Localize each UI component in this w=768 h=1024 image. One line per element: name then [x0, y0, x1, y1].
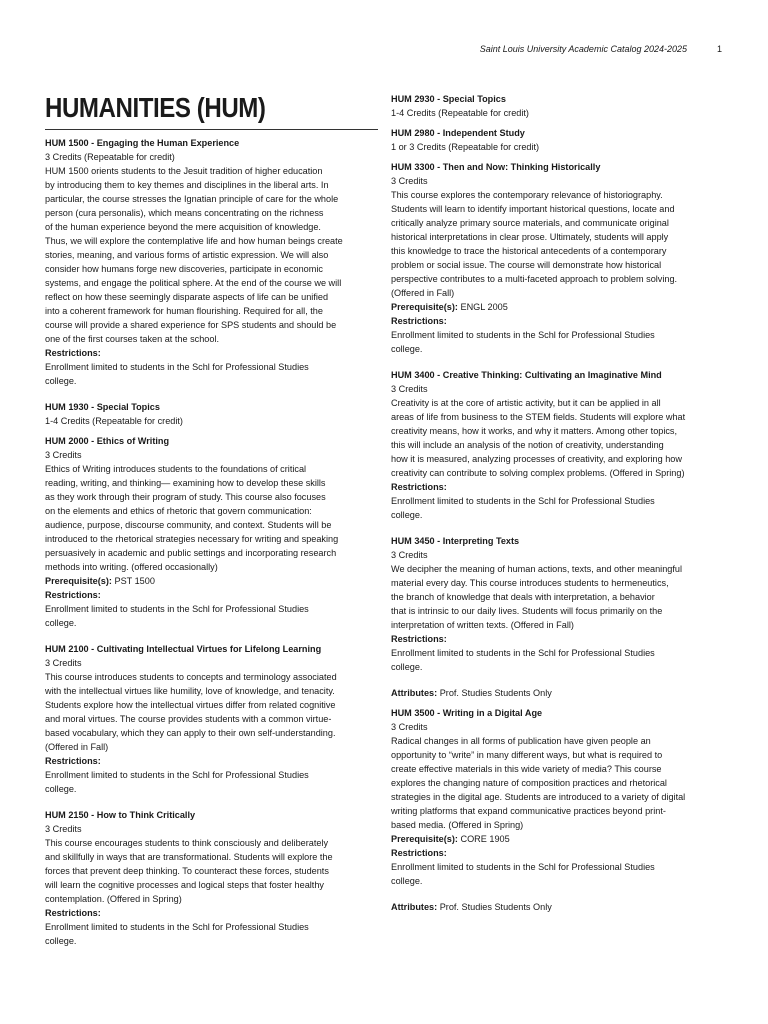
attributes-value: Prof. Studies Students Only: [439, 902, 552, 912]
course-credits: 1-4 Credits (Repeatable for credit): [391, 108, 529, 118]
left-column: [45, 92, 378, 948]
description-line: (Offered in Fall): [391, 288, 455, 298]
course-credits: 3 Credits: [391, 176, 428, 186]
description-line: by introducing them to key themes and disciplines in the liberal arts. In: [45, 180, 329, 190]
restrictions-label: Restrictions:: [45, 348, 101, 358]
course-entry: [391, 534, 726, 700]
description-line: systems, and engage the political sphere. At the end of the course we will: [45, 278, 342, 288]
restrictions-text: Enrollment limited to students in the Schl for Professional Studies: [45, 770, 309, 780]
course-title: HUM 2980 - Independent Study: [391, 128, 525, 138]
description-line: critically analyze primary source materials, and communicate original: [391, 218, 669, 228]
course-description: [45, 836, 378, 906]
course-entry: [45, 400, 378, 428]
course-credits: 3 Credits: [391, 722, 428, 732]
description-line: audience, purpose, discourse community, and context. Students will be: [45, 520, 332, 530]
description-line: that is intrinsic to our daily lives. Students will focus primarily on the: [391, 606, 663, 616]
description-line: material every day. This course introduces students to hermeneutics,: [391, 578, 669, 588]
course-credits: 3 Credits: [391, 550, 428, 560]
description-line: creativity means, how it works, and why it matters. Among other topics,: [391, 426, 678, 436]
restrictions-text: Enrollment limited to students in the Schl for Professional Studies: [391, 496, 655, 506]
description-line: Radical changes in all forms of publication have given people an: [391, 736, 651, 746]
description-line: (Offered in Fall): [45, 742, 109, 752]
restrictions-text: Enrollment limited to students in the Schl for Professional Studies: [45, 362, 309, 372]
restrictions-label: Restrictions:: [45, 590, 101, 600]
course-entry: [391, 706, 726, 914]
page-title: HUMANITIES (HUM): [45, 92, 266, 123]
description-line: and moral virtues. The course provides students with a common virtue-: [45, 714, 332, 724]
prerequisite-label: Prerequisite(s):: [391, 302, 458, 312]
description-line: on the elements and ethics of rhetoric that govern communication:: [45, 506, 312, 516]
course-entry: [45, 136, 378, 388]
description-line: writing platforms that expand communicative practices beyond print-: [391, 806, 666, 816]
course-credits: 1 or 3 Credits (Repeatable for credit): [391, 142, 540, 152]
restrictions-text: Enrollment limited to students in the Schl for Professional Studies: [391, 648, 655, 658]
prerequisite-label: Prerequisite(s):: [391, 834, 458, 844]
course-credits: 3 Credits: [45, 450, 82, 460]
description-line: opportunity to “write” in many different ways, but what is required to: [391, 750, 663, 760]
catalog-title: Saint Louis University Academic Catalog 2024-2025: [479, 44, 687, 54]
course-entry: [45, 642, 378, 796]
restrictions-label: Restrictions:: [391, 634, 447, 644]
description-line: reading, writing, and thinking— examining how to develop these skills: [45, 478, 326, 488]
description-line: methods into writing. (offered occasionally): [45, 562, 218, 572]
restrictions-text: college.: [45, 936, 77, 946]
course-credits: 3 Credits: [45, 824, 82, 834]
course-description: [45, 670, 378, 754]
course-title: HUM 3500 - Writing in a Digital Age: [391, 708, 543, 718]
course-description: [391, 562, 726, 632]
prerequisite-label: Prerequisite(s):: [45, 576, 112, 586]
description-line: historical interpretations in clear prose. Ultimately, students will apply: [391, 232, 669, 242]
course-entry: [391, 92, 726, 120]
description-line: one of the first courses taken at the school.: [45, 334, 219, 344]
course-credits: 1-4 Credits (Repeatable for credit): [45, 416, 183, 426]
attributes-label: Attributes:: [391, 902, 438, 912]
description-line: stories, meaning, and various forms of artistic expression. We will also: [45, 250, 329, 260]
restrictions-label: Restrictions:: [45, 908, 101, 918]
description-line: person (cura personalis), which means concentrating on the richness: [45, 208, 324, 218]
description-line: Students will learn to identify important historical questions, locate and: [391, 204, 675, 214]
description-line: reflect on how these seemingly disparate aspects of life can be unified: [45, 292, 329, 302]
description-line: how it is measured, analyzing processes of creativity, and exploring how: [391, 454, 682, 464]
attributes-label: Attributes:: [391, 688, 438, 698]
description-line: problem or social issue. The course will demonstrate how historical: [391, 260, 662, 270]
description-line: of the human experience beyond the mere acquisition of knowledge.: [45, 222, 321, 232]
description-line: create effective materials in this wide variety of media? This course: [391, 764, 662, 774]
description-line: into a coherent framework for human flourishing. Required for all, the: [45, 306, 323, 316]
page-header: [0, 44, 768, 60]
course-credits: 3 Credits (Repeatable for credit): [45, 152, 175, 162]
description-line: Students explore how the intellectual virtues differ from related cognitive: [45, 700, 336, 710]
restrictions-text: Enrollment limited to students in the Schl for Professional Studies: [391, 330, 655, 340]
description-line: perspective contributes to a multi-faceted approach to problem solving.: [391, 274, 678, 284]
attributes-value: Prof. Studies Students Only: [439, 688, 552, 698]
page-number: 1: [716, 44, 722, 54]
course-title: HUM 1500 - Engaging the Human Experience: [45, 138, 240, 148]
course-title: HUM 2150 - How to Think Critically: [45, 810, 196, 820]
course-title: HUM 2000 - Ethics of Writing: [45, 436, 170, 446]
description-line: introduced to the rhetorical strategies necessary for writing and speaking: [45, 534, 339, 544]
restrictions-text: college.: [45, 376, 77, 386]
restrictions-text: college.: [45, 784, 77, 794]
description-line: as they work through their program of study. This course also focuses: [45, 492, 326, 502]
description-line: will learn the cognitive processes and logical steps that foster healthy: [45, 880, 324, 890]
description-line: areas of life from business to the STEM fields. Students will explore what: [391, 412, 686, 422]
course-title: HUM 2100 - Cultivating Intellectual Virtues for Lifelong Learning: [45, 644, 322, 654]
description-line: creativity can contribute to solving complex problems. (Offered in Spring): [391, 468, 685, 478]
prerequisite-value: PST 1500: [114, 576, 155, 586]
description-line: explores the changing nature of composition practices and rhetorical: [391, 778, 667, 788]
course-title: HUM 3450 - Interpreting Texts: [391, 536, 520, 546]
description-line: interpretation of written texts. (Offered in Fall): [391, 620, 574, 630]
course-description: [391, 734, 726, 832]
description-line: this knowledge to trace the historical antecedents of a contemporary: [391, 246, 667, 256]
description-line: course will provide a shared experience for SPS students and should be: [45, 320, 337, 330]
course-description: [45, 462, 378, 574]
description-line: based vocabulary, which they can apply to their own self-understanding.: [45, 728, 336, 738]
course-title: HUM 2930 - Special Topics: [391, 94, 506, 104]
prerequisite-value: CORE 1905: [460, 834, 510, 844]
course-entry: [391, 160, 726, 356]
description-line: This course explores the contemporary relevance of historiography.: [391, 190, 663, 200]
restrictions-label: Restrictions:: [391, 848, 447, 858]
restrictions-text: Enrollment limited to students in the Schl for Professional Studies: [45, 922, 309, 932]
prerequisite-value: ENGL 2005: [460, 302, 508, 312]
course-title: HUM 3400 - Creative Thinking: Cultivating an Imaginative Mind: [391, 370, 662, 380]
description-line: We decipher the meaning of human actions, texts, and other meaningful: [391, 564, 682, 574]
course-entry: [45, 808, 378, 948]
course-entry: [391, 126, 726, 154]
description-line: strategies in the digital age. Students are introduced to a variety of digital: [391, 792, 686, 802]
description-line: persuasively in academic and public settings and incorporating research: [45, 548, 337, 558]
description-line: this will include an analysis of the notion of creativity, understanding: [391, 440, 664, 450]
description-line: and skillfully in ways that are transformational. Students will explore the: [45, 852, 333, 862]
description-line: Thus, we will explore the contemplative life and how human beings create: [45, 236, 343, 246]
description-line: This course encourages students to think consciously and deliberately: [45, 838, 329, 848]
description-line: based media. (Offered in Spring): [391, 820, 524, 830]
description-line: forces that prevent deep thinking. To counteract these forces, students: [45, 866, 329, 876]
description-line: Ethics of Writing introduces students to the foundations of critical: [45, 464, 307, 474]
restrictions-label: Restrictions:: [45, 756, 101, 766]
restrictions-text: college.: [391, 510, 423, 520]
course-title: HUM 1930 - Special Topics: [45, 402, 160, 412]
restrictions-label: Restrictions:: [391, 482, 447, 492]
restrictions-text: college.: [391, 344, 423, 354]
right-column: [391, 92, 726, 914]
description-line: consider how humans forge new discoveries, participate in economic: [45, 264, 323, 274]
description-line: Creativity is at the core of artistic activity, but it can be applied in all: [391, 398, 661, 408]
description-line: the branch of knowledge that deals with interpretation, a behavior: [391, 592, 655, 602]
course-credits: 3 Credits: [45, 658, 82, 668]
description-line: HUM 1500 orients students to the Jesuit tradition of higher education: [45, 166, 323, 176]
description-line: contemplation. (Offered in Spring): [45, 894, 182, 904]
restrictions-label: Restrictions:: [391, 316, 447, 326]
description-line: This course introduces students to concepts and terminology associated: [45, 672, 337, 682]
course-credits: 3 Credits: [391, 384, 428, 394]
restrictions-text: college.: [391, 662, 423, 672]
restrictions-text: Enrollment limited to students in the Schl for Professional Studies: [45, 604, 309, 614]
course-entry: [391, 368, 726, 522]
course-entry: [45, 434, 378, 630]
restrictions-text: Enrollment limited to students in the Schl for Professional Studies: [391, 862, 655, 872]
course-description: [45, 164, 378, 346]
course-title: HUM 3300 - Then and Now: Thinking Historically: [391, 162, 601, 172]
description-line: with the intellectual virtues like humility, love of knowledge, and tenacity.: [45, 686, 335, 696]
course-description: [391, 188, 726, 300]
title-divider: [45, 129, 378, 130]
restrictions-text: college.: [391, 876, 423, 886]
course-description: [391, 396, 726, 480]
description-line: particular, the course stresses the Ignatian principle of care for the whole: [45, 194, 339, 204]
restrictions-text: college.: [45, 618, 77, 628]
